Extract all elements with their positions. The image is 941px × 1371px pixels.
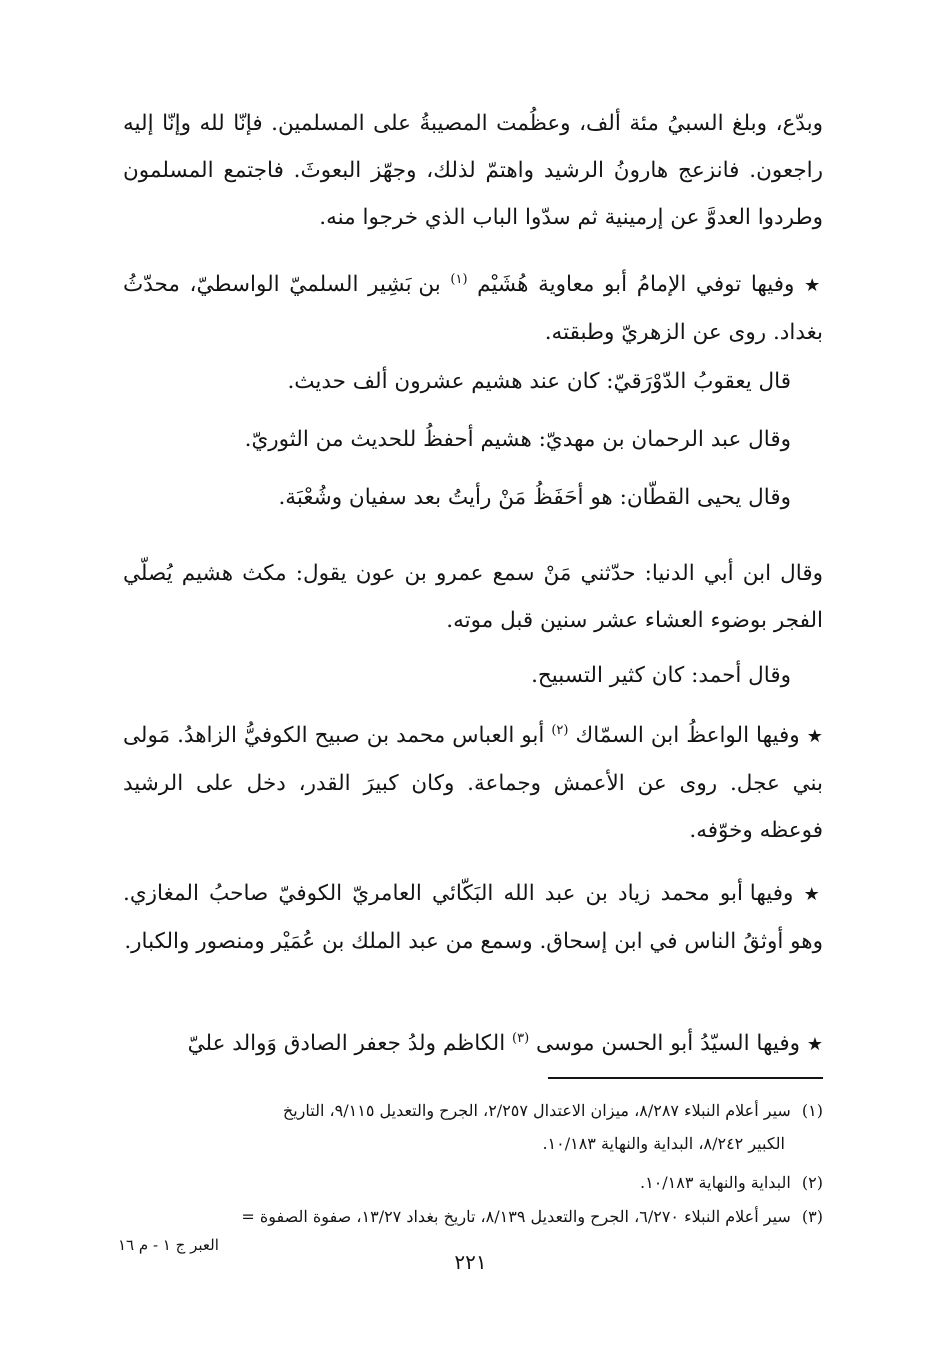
quote-ibn-mahdi-text: وقال عبد الرحمان بن مهديّ: هشيم أحفظُ للحديث من الثوريّ.: [244, 427, 791, 452]
footnote-1-line-1: سير أعلام النبلاء ٨/٢٨٧، ميزان الاعتدال ٢/٢٥٧، الجرح والتعديل ٩/١١٥، التاريخ: [282, 1101, 791, 1120]
footnote-ref-1: (١): [450, 271, 468, 287]
page-number: ٢٢١: [454, 1250, 487, 1274]
footnote-ref-2: (٢): [551, 722, 569, 738]
star-icon: ★: [806, 726, 823, 747]
star-icon: ★: [803, 884, 823, 905]
star-icon: ★: [806, 1034, 823, 1055]
footnote-1-number: (١): [801, 1101, 823, 1120]
paragraph-kazim: [123, 1020, 823, 1068]
paragraph-bakkai-text: وفيها أبو محمد زياد بن عبد الله البَكّائي العامريّ الكوفيّ صاحبُ المغازي. وهو أوثقُ الناس في ابن إسحاق. وسمع من عبد الملك بن عُمَيْر ومنصور والكبار.: [123, 881, 823, 954]
quote-ahmad: [131, 652, 791, 699]
paragraph-ibn-sammak-text-a: وفيها الواعظُ ابن السمّاك: [575, 723, 800, 748]
footnote-1-line-2: الكبير ٨/٢٤٢، البداية والنهاية ١٠/١٨٣.: [542, 1134, 785, 1153]
footnote-ref-3: (٣): [512, 1030, 530, 1046]
paragraph-hushaym: [123, 261, 823, 356]
footnote-3-number: (٣): [801, 1207, 823, 1226]
footnote-2-number: (٢): [801, 1173, 823, 1192]
paragraph-hushaym-text-a: وفيها توفي الإمامُ أبو معاوية هُشَيْم: [477, 272, 795, 297]
quote-dawraqi: [131, 358, 791, 405]
quote-qattan: [131, 474, 791, 521]
star-icon: ★: [804, 275, 823, 296]
footnote-3-line-1: سير أعلام النبلاء ٦/٢٧٠، الجرح والتعديل ٨/١٣٩، تاريخ بغداد ١٣/٢٧، صفوة الصفوة =: [241, 1207, 791, 1226]
quote-ibn-mahdi: [131, 416, 791, 463]
footnote-1: [123, 1094, 823, 1160]
paragraph-hushaym-text-b: بن بَشِير السلميّ الواسطيّ، محدّثُ بغداد. روى عن الزهريّ وطبقته.: [123, 272, 823, 345]
footnote-2-line-1: البداية والنهاية ١٠/١٨٣.: [640, 1173, 791, 1192]
footnote-divider: [548, 1077, 823, 1079]
paragraph-ibn-sammak: [123, 712, 823, 854]
paragraph-1-text: وبدّع، وبلغ السبيُ مئة ألف، وعظُمت المصيبةُ على المسلمين. فإنّا لله وإنّا إليه راجعون. فانزعج هارونُ الرشيد واهتمّ لذلك، وجهّز البعوثَ. فاجتمع المسلمون وطردوا العدوَّ عن إرمينية ثم سدّوا الباب الذي خرجوا منه.: [123, 111, 823, 230]
quote-dawraqi-text: قال يعقوبُ الدّوْرَقيّ: كان عند هشيم عشرون ألف حديث.: [287, 369, 791, 394]
paragraph-1: [123, 100, 823, 241]
quote-qattan-text: وقال يحيى القطّان: هو أحَفَظُ مَنْ رأيتُ بعد سفيان وشُعْبَة.: [278, 485, 791, 510]
paragraph-ibn-abi-dunya-text: وقال ابن أبي الدنيا: حدّثني مَنْ سمع عمرو بن عون يقول: مكث هشيم يُصلّي الفجر بوضوء العشاء عشر سنين قبل موته.: [123, 561, 823, 633]
printer-signature: العبر ج ١ - م ١٦: [118, 1236, 219, 1254]
paragraph-bakkai: [123, 870, 823, 965]
footnote-2: [123, 1166, 823, 1199]
paragraph-ibn-sammak-text-b: أبو العباس محمد بن صبيح الكوفيُّ الزاهدُ. مَولى بني عجل. روى عن الأعمش وجماعة. وكان كبيرَ القدر، دخل على الرشيد فوعظه وخوّفه.: [123, 723, 823, 843]
paragraph-ibn-abi-dunya: [123, 550, 823, 644]
footnote-3: [123, 1200, 823, 1233]
paragraph-kazim-text-a: وفيها السيّدُ أبو الحسن موسى: [536, 1031, 801, 1056]
paragraph-kazim-text-b: الكاظم ولدُ جعفر الصادق وَوالد عليّ: [187, 1031, 506, 1056]
quote-ahmad-text: وقال أحمد: كان كثير التسبيح.: [531, 663, 791, 688]
